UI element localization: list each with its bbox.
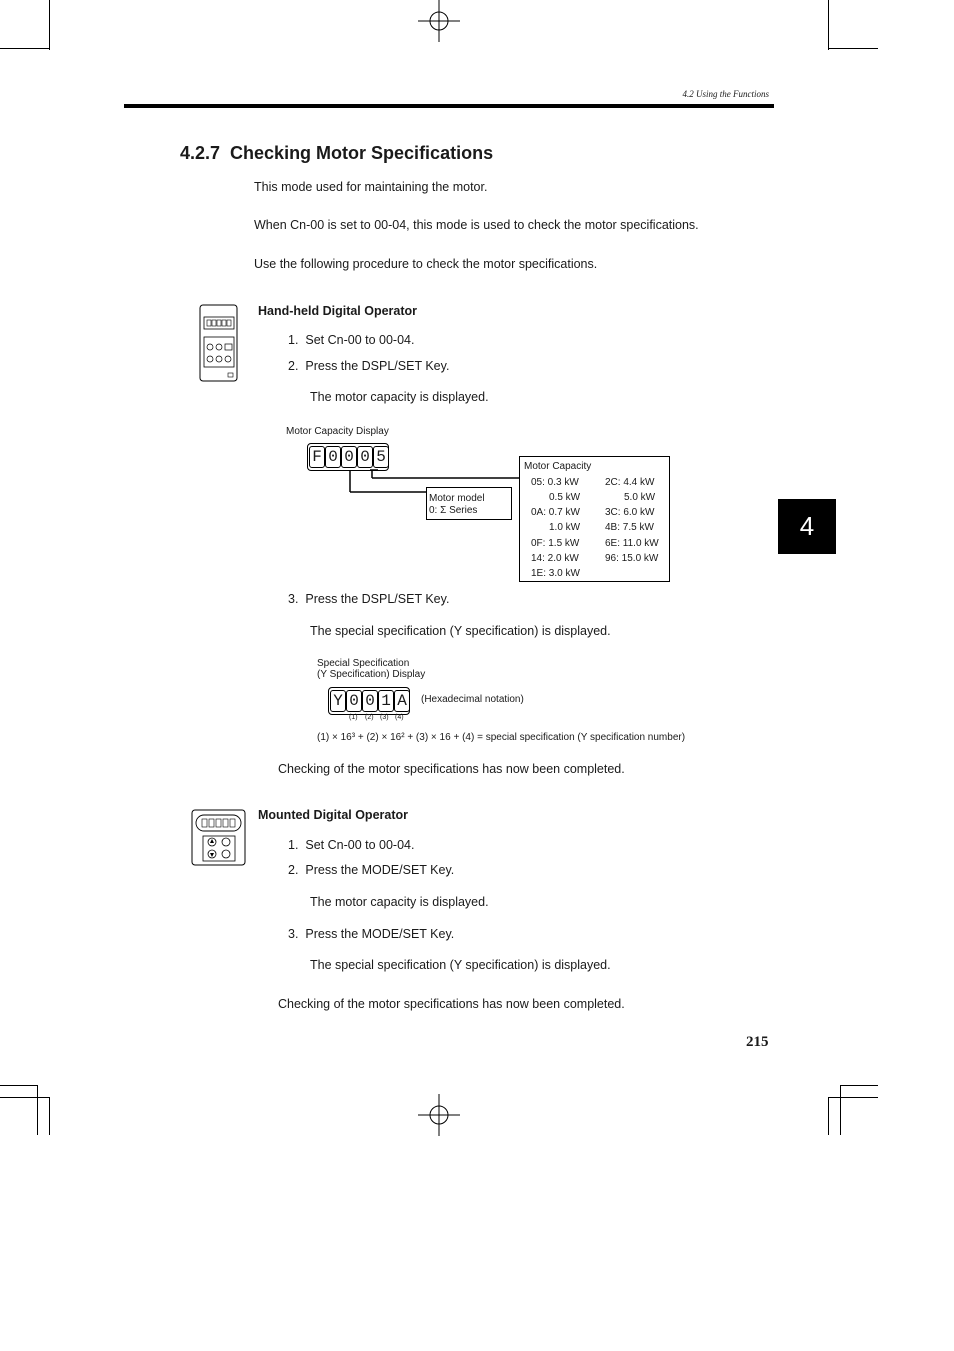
- capacity-item: 1.0 kW: [549, 522, 581, 533]
- step-2-note: The motor capacity is displayed.: [310, 895, 489, 909]
- step-1: 1. Set Cn-00 to 00-04.: [288, 333, 415, 347]
- capacity-item: 5.0 kW: [624, 492, 656, 503]
- intro-paragraph: When Cn-00 is set to 00-04, this mode is used to check the motor specifications.: [254, 218, 699, 232]
- motor-model-box: [426, 487, 512, 520]
- page-number: 215: [746, 1034, 769, 1050]
- crop-mark: [828, 1097, 878, 1098]
- registration-mark-icon: [418, 1094, 460, 1136]
- header-rule: [124, 104, 774, 108]
- display-digit: 0: [357, 446, 373, 468]
- crop-mark: [840, 1085, 878, 1086]
- crop-mark: [37, 1085, 38, 1135]
- capacity-item: 0.5 kW: [549, 492, 581, 503]
- position-label: (1): [349, 714, 358, 721]
- motor-capacity-box: [519, 456, 670, 582]
- capacity-item: 0A: 0.7 kW: [531, 507, 580, 518]
- motor-model-label: Motor model: [429, 493, 485, 504]
- step-2-note: The motor capacity is displayed.: [310, 390, 489, 404]
- intro-paragraph: Use the following procedure to check the motor specifications.: [254, 257, 598, 271]
- display-digit: 0: [325, 446, 341, 468]
- intro-paragraph: This mode used for maintaining the motor.: [254, 180, 488, 194]
- display-digit: F: [309, 446, 325, 468]
- crop-mark: [49, 1097, 50, 1135]
- motor-capacity-display-label: Motor Capacity Display: [286, 426, 389, 437]
- handheld-operator-icon: [198, 303, 240, 383]
- capacity-item: 3C: 6.0 kW: [605, 507, 655, 518]
- step-2: 2. Press the MODE/SET Key.: [288, 863, 455, 877]
- completion-text: Checking of the motor specifications has now been completed.: [278, 762, 625, 776]
- mounted-operator-icon: [191, 809, 247, 867]
- crop-mark: [828, 1097, 829, 1135]
- position-label: (2): [365, 714, 374, 721]
- capacity-item: 05: 0.3 kW: [531, 477, 579, 488]
- special-spec-label: Special Specification: [317, 658, 410, 669]
- mounted-subtitle: Mounted Digital Operator: [258, 808, 408, 822]
- capacity-title: Motor Capacity: [524, 461, 592, 472]
- position-label: (3): [380, 714, 389, 721]
- capacity-item: 0F: 1.5 kW: [531, 538, 580, 549]
- motor-model-value: 0: Σ Series: [429, 505, 478, 516]
- section-title: 4.2.7 Checking Motor Specifications: [180, 143, 494, 163]
- display-digit: Y: [330, 690, 346, 712]
- display-digit: 0: [362, 690, 378, 712]
- formula: (1) × 16³ + (2) × 16² + (3) × 16 + (4) = special specification (Y specification number): [317, 732, 686, 743]
- capacity-item: 1E: 3.0 kW: [531, 568, 580, 579]
- crop-mark: [49, 0, 50, 50]
- display-digit: 0: [341, 446, 357, 468]
- capacity-item: 96: 15.0 kW: [605, 553, 659, 564]
- step-1: 1. Set Cn-00 to 00-04.: [288, 838, 415, 852]
- crop-mark: [0, 1097, 50, 1098]
- step-3: 3. Press the DSPL/SET Key.: [288, 592, 450, 606]
- special-spec-label: (Y Specification) Display: [317, 669, 426, 680]
- crop-mark: [0, 48, 50, 49]
- step-2: 2. Press the DSPL/SET Key.: [288, 359, 450, 373]
- registration-mark-icon: [418, 0, 460, 42]
- position-label: (4): [395, 714, 404, 721]
- capacity-item: 4B: 7.5 kW: [605, 522, 654, 533]
- hex-notation-label: (Hexadecimal notation): [421, 694, 524, 705]
- capacity-item: 14: 2.0 kW: [531, 553, 579, 564]
- seven-segment-display: [328, 687, 410, 715]
- crop-mark: [840, 1085, 841, 1135]
- handheld-subtitle: Hand-held Digital Operator: [258, 304, 418, 318]
- display-digit: A: [394, 690, 410, 712]
- completion-text: Checking of the motor specifications has now been completed.: [278, 997, 625, 1011]
- display-digit: 1: [378, 690, 394, 712]
- step-3: 3. Press the MODE/SET Key.: [288, 927, 455, 941]
- display-digit: 0: [346, 690, 362, 712]
- capacity-item: 6E: 11.0 kW: [605, 538, 659, 549]
- crop-mark: [828, 48, 878, 49]
- chapter-tab: 4: [778, 499, 836, 554]
- step-3-note: The special specification (Y specification) is displayed.: [310, 958, 611, 972]
- crop-mark: [0, 1085, 38, 1086]
- display-digit: 5: [373, 446, 389, 468]
- capacity-item: 2C: 4.4 kW: [605, 477, 655, 488]
- crop-mark: [828, 0, 829, 50]
- step-3-note: The special specification (Y specification) is displayed.: [310, 624, 611, 638]
- running-header: 4.2 Using the Functions: [682, 89, 769, 99]
- seven-segment-display: [307, 443, 389, 471]
